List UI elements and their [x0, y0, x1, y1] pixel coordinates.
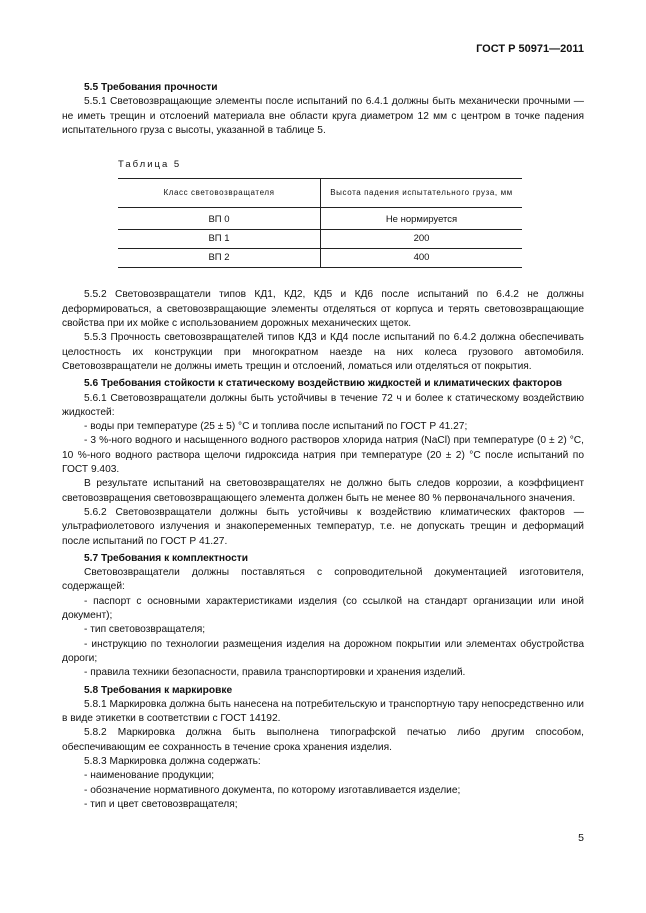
section-5-5-title: 5.5 Требования прочности	[84, 82, 218, 93]
list-item: - обозначение нормативного документа, по которому изготавливается изделие;	[84, 784, 461, 796]
table-cell-height: 200	[321, 230, 523, 249]
paragraph-5-5-2: 5.5.2 Световозвращатели типов КД1, КД2, КД5 и КД6 после испытаний по 6.4.2 не должны деформироваться, а световозвращающие элементы отделяться от корпуса и терять световозвращающие свойства при их мойке с использованием дорожных механических щеток.	[62, 289, 584, 330]
table-cell-height: 400	[321, 249, 523, 268]
paragraph-5-6-result: В результате испытаний на световозвращателях не должно быть следов коррозии, а коэффициент световозвращения световозвращающего элемента должен быть не менее 80 % первоначального значения.	[62, 478, 584, 504]
paragraph-5-8-2: 5.8.2 Маркировка должна быть выполнена типографской печатью либо другим способом, обеспечивающим ее сохранность в течение срока хранения изделия.	[62, 727, 584, 753]
paragraph-5-8-1: 5.8.1 Маркировка должна быть нанесена на потребительскую и транспортную тару непосредственно или в виде этикетки в соответствии с ГОСТ 14192.	[62, 698, 584, 725]
section-5-8-title: 5.8 Требования к маркировке	[84, 684, 233, 696]
table-cell-class: ВП 0	[118, 208, 321, 230]
list-item: - тип и цвет световозвращателя;	[84, 798, 238, 810]
paragraph-5-5-3: 5.5.3 Прочность световозвращателей типов КД3 и КД4 после испытаний по 6.4.2 должна обеспечивать целостность их конструкции при многократном наезде на них колеса грузового автомобиля. Световозвращатели не должны иметь трещин и отслоений, ломаться или отделяться от покрытия.	[62, 332, 584, 372]
paragraph-5-6-1: 5.6.1 Световозвращатели должны быть устойчивы в течение 72 ч и более к статическому воздействию жидкостей:	[62, 392, 584, 418]
table-row	[118, 249, 522, 268]
table-header-row	[118, 179, 522, 208]
table-cell-class: ВП 2	[118, 249, 321, 268]
section-5-6-title: 5.6 Требования стойкости к статическому воздействию жидкостей и климатических факторов	[84, 378, 563, 390]
list-item: - правила техники безопасности, правила транспортировки и хранения изделий.	[84, 667, 466, 679]
table-5-caption: Таблица 5	[118, 159, 182, 171]
table-header-height: Высота падения испытательного груза, мм	[321, 179, 523, 208]
paragraph-5-8-3: 5.8.3 Маркировка должна содержать:	[84, 755, 261, 767]
list-item: - воды при температуре (25 ± 5) °С и топлива после испытаний по ГОСТ Р 41.27;	[84, 421, 468, 433]
page-number: 5	[578, 832, 584, 844]
section-5-7-title: 5.7 Требования к комплектности	[84, 552, 249, 564]
document-header: ГОСТ Р 50971—2011	[476, 43, 584, 55]
list-item: - тип световозвращателя;	[84, 624, 206, 636]
list-item: - наименование продукции;	[84, 770, 215, 782]
table-cell-class: ВП 1	[118, 230, 321, 249]
table-header-class: Класс световозвращателя	[118, 179, 321, 208]
list-item: - 3 %-ного водного и насыщенного водного растворов хлорида натрия (NaCl) при температуре (0 ± 2) °С, 10 %-ного водного раствора щелочи гидроксида натрия при температуре (20 ± 2) °С после испытаний по ГОСТ 9.403.	[62, 435, 584, 476]
paragraph-5-7: Световозвращатели должны поставляться с сопроводительной документацией изготовителя, содержащей:	[62, 567, 584, 593]
table-cell-height: Не нормируется	[321, 208, 523, 230]
list-item: - инструкцию по технологии размещения изделия на дорожном покрытии или элементах обустройства дороги;	[62, 638, 584, 664]
paragraph-5-6-2: 5.6.2 Световозвращатели должны быть устойчивы к воздействию климатических факторов — ультрафиолетового излучения и знакопеременных температур, т.е. не допускать трещин и деформаций после испытаний по ГОСТ Р 41.27.	[62, 506, 584, 547]
document-body	[62, 78, 584, 812]
table-row	[118, 208, 522, 230]
table-row	[118, 230, 522, 249]
paragraph-5-5-1: 5.5.1 Световозвращающие элементы после испытаний по 6.4.1 должны быть механически прочными — не иметь трещин и отслоений материала вне области круга диаметром 12 мм с центром в точке падения испытательного груза с высоты, указанной в таблице 5.	[62, 96, 584, 136]
list-item: - паспорт с основными характеристиками изделия (со ссылкой на стандарт организации или иной документ);	[62, 595, 584, 622]
table-5	[118, 178, 522, 268]
